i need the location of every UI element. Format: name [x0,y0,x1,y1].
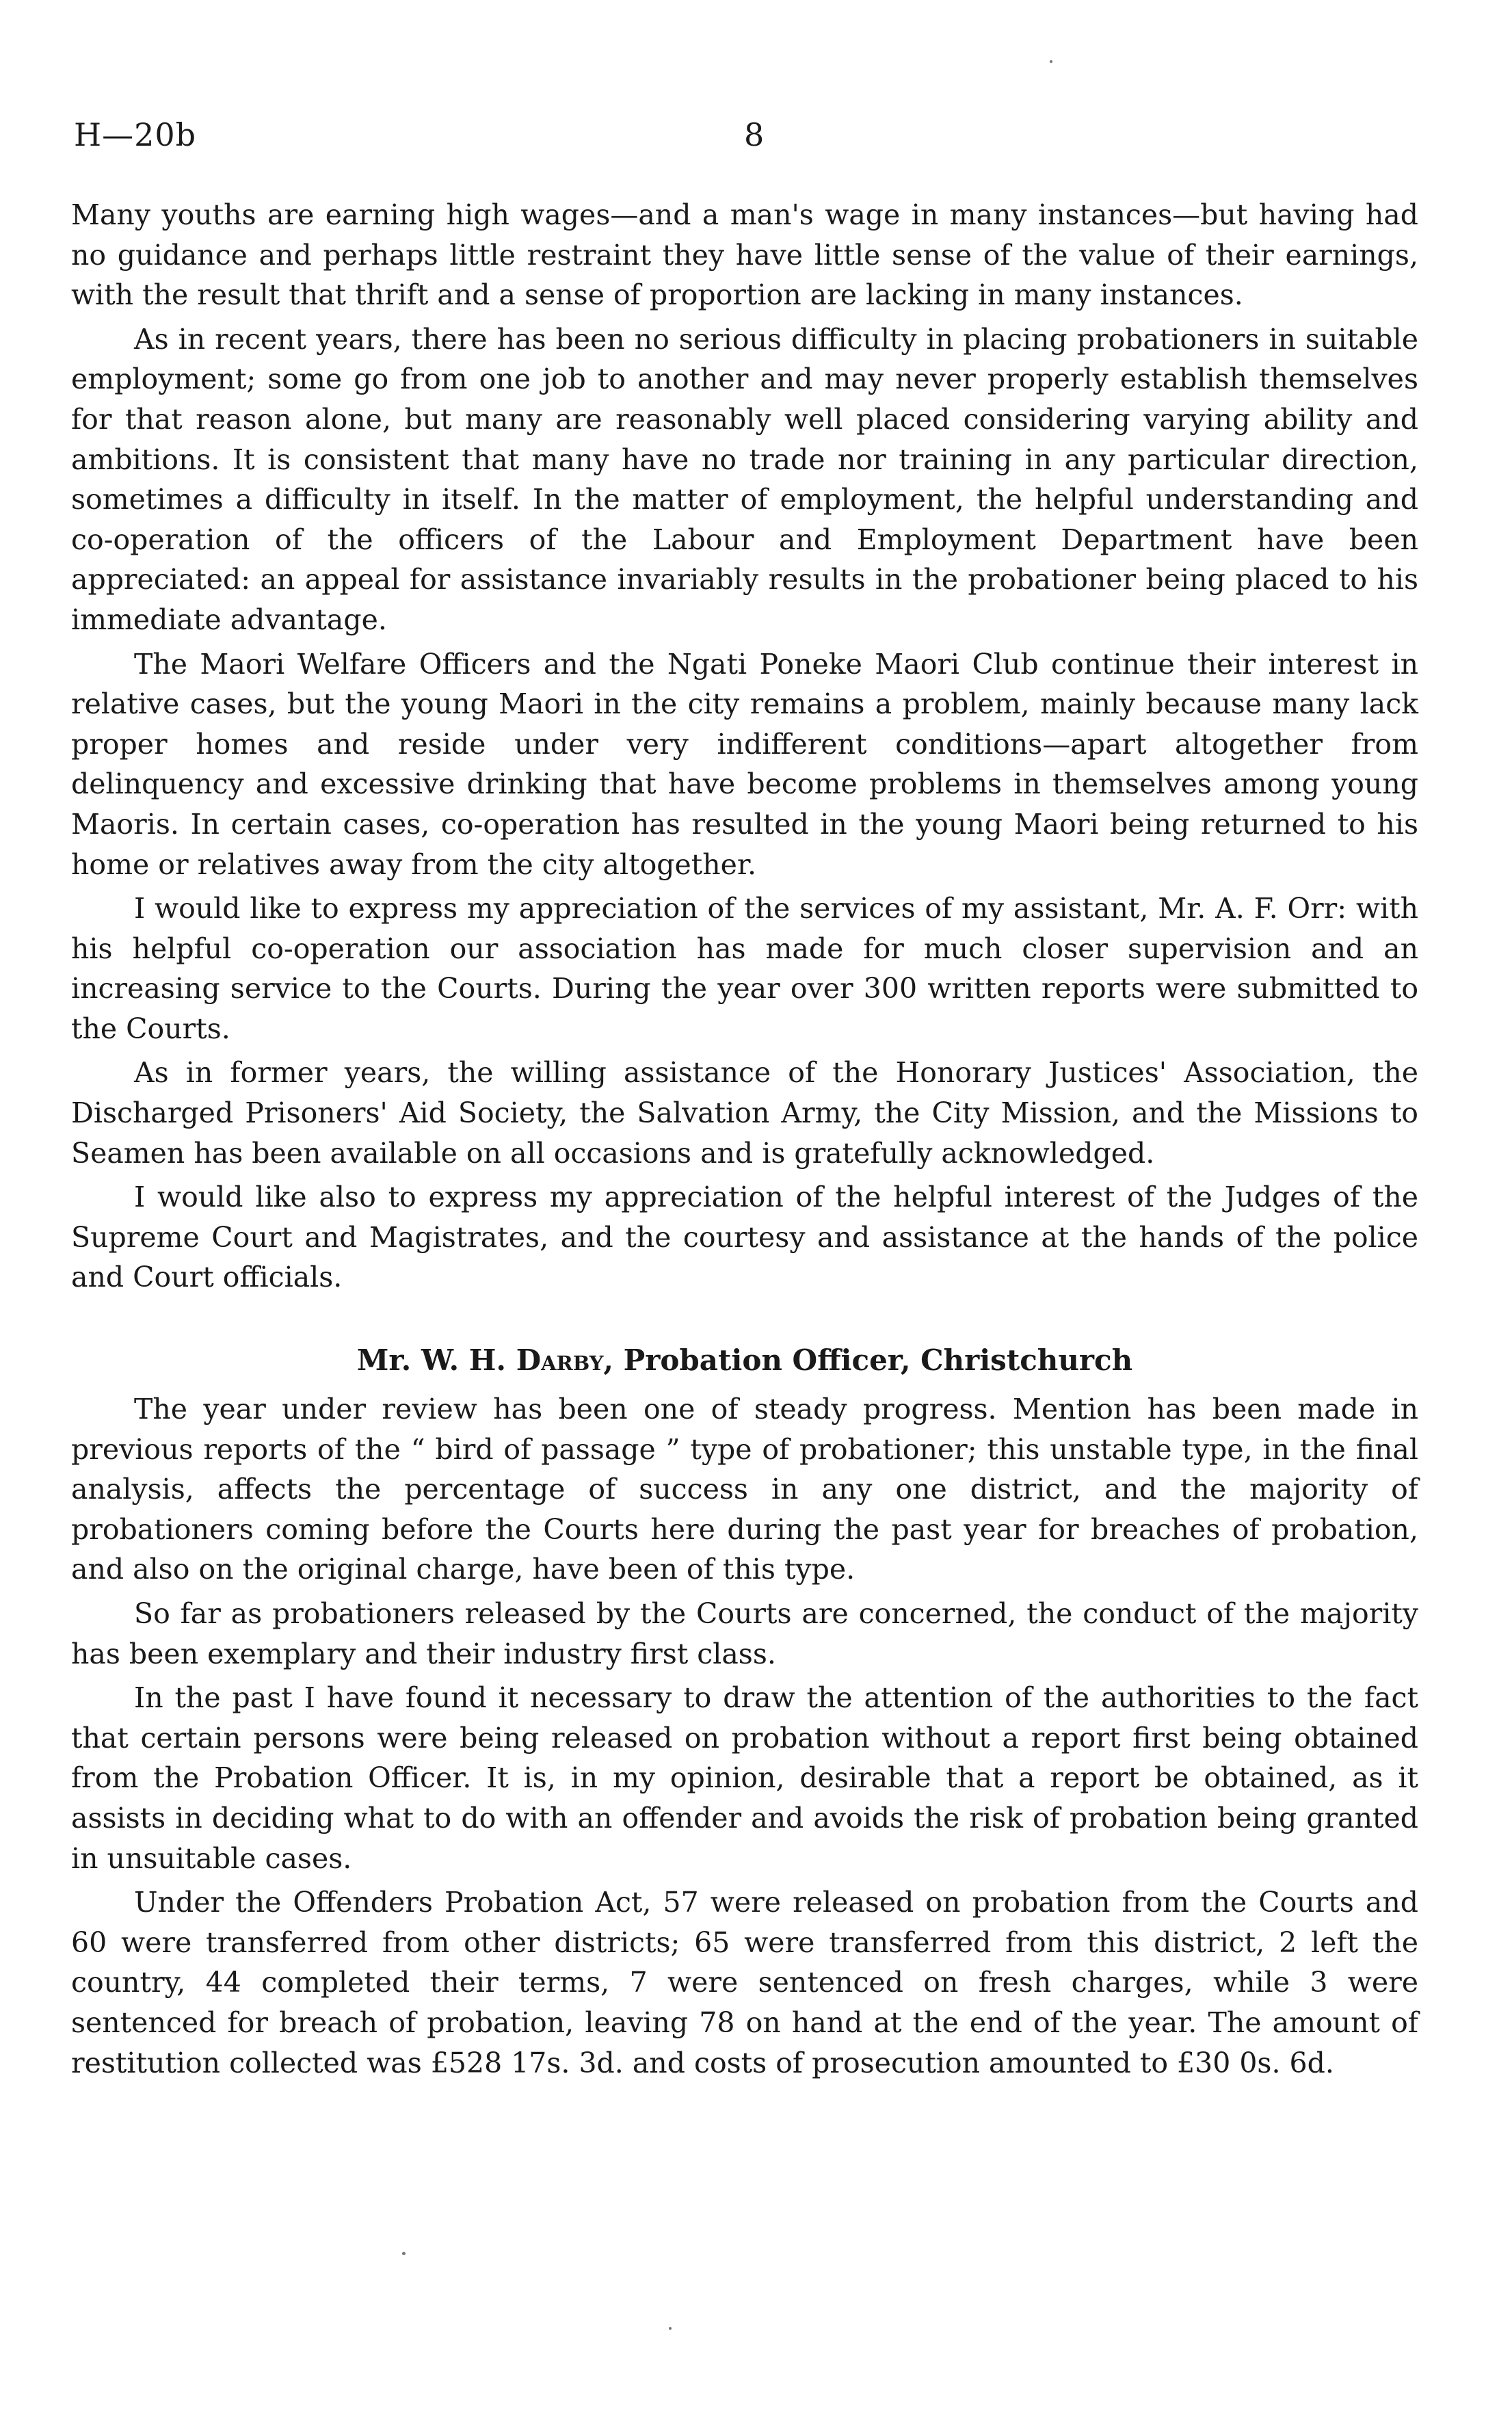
paragraph-employment: As in recent years, there has been no serious difficulty in placing probationers in suitable employment; some go from one job to another and may never properly establish themselves for that reason alone, but many are reasonably well placed considering varying ability and ambitions. It is consistent that many have no trade nor training in any particular direction, sometimes a difficulty in itself. In the matter of employment, the helpful understanding and co-operation of the officers of the Labour and Employment Department have been appreciated: an appeal for assistance invariably results in the probationer being placed to his immediate advantage. [71,322,1418,636]
paragraph-maori-welfare: The Maori Welfare Officers and the Ngati Poneke Maori Club continue their interest in relative cases, but the young Maori in the city remains a problem, mainly because many lack proper homes and reside under very indifferent conditions—apart altogether from delinquency and excessive drinking that have become problems in themselves among young Maoris. In certain cases, co-operation has resulted in the young Maori being returned to his home or relatives away from the city altogether. [71,647,1418,881]
heading-suffix: , Probation Officer, Christchurch [603,1343,1133,1378]
heading-officer-name: Darby [516,1343,604,1378]
page-number: 8 [744,116,765,153]
scan-speck [402,2252,406,2255]
heading-prefix: Mr. W. H. [356,1343,516,1378]
paragraph-judges-appreciation: I would like also to express my appreciation of the helpful interest of the Judges of the Supreme Court and Magistrates, and the courtesy and assistance at the hands of the police and Court officials. [71,1181,1418,1294]
paragraph-steady-progress: The year under review has been one of steady progress. Mention has been made in previous reports of the “ bird of passage ” type of probationer; this unstable type, in the final analysis, affects the percentage of success in any one district, and the majority of probationers coming before the Courts here during the past year for breaches of probation, and also on the original charge, have been of this type. [71,1393,1418,1586]
section-heading-christchurch [71,1340,1418,1381]
paragraph-youth-wages: Many youths are earning high wages—and a man's wage in many instances—but having had no guidance and perhaps little restraint they have little sense of the value of their earnings, with the result that thrift and a sense of proportion are lacking in many instances. [71,198,1418,312]
report-body [71,195,1418,2087]
scan-speck [669,2327,672,2330]
scan-speck [1050,60,1052,63]
document-reference: H—20b [74,116,197,153]
paragraph-statistics: Under the Offenders Probation Act, 57 were released on probation from the Courts and 60 were transferred from other districts; 65 were transferred from this district, 2 left the country, 44 completed their terms, 7 were sentenced on fresh charges, while 3 were sentenced for breach of probation, leaving 78 on hand at the end of the year. The amount of restitution collected was £528 17s. 3d. and costs of prosecution amounted to £30 0s. 6d. [71,1886,1418,2079]
paragraph-conduct: So far as probationers released by the Courts are concerned, the conduct of the majority has been exemplary and their industry first class. [71,1597,1418,1670]
paragraph-associations: As in former years, the willing assistance of the Honorary Justices' Association, the Discharged Prisoners' Aid Society, the Salvation Army, the City Mission, and the Missions to Seamen has been available on all occasions and is gratefully acknowledged. [71,1056,1418,1170]
paragraph-assistant-appreciation: I would like to express my appreciation of the services of my assistant, Mr. A. F. Orr: with his helpful co-operation our association has made for much closer supervision and an increasing service to the Courts. During the year over 300 written reports were submitted to the Courts. [71,892,1418,1045]
paragraph-reports-required: In the past I have found it necessary to draw the attention of the authorities to the fact that certain persons were being released on probation without a report first being obtained from the Probation Officer. It is, in my opinion, desirable that a report be obtained, as it assists in deciding what to do with an offender and avoids the risk of probation being granted in unsuitable cases. [71,1681,1418,1875]
